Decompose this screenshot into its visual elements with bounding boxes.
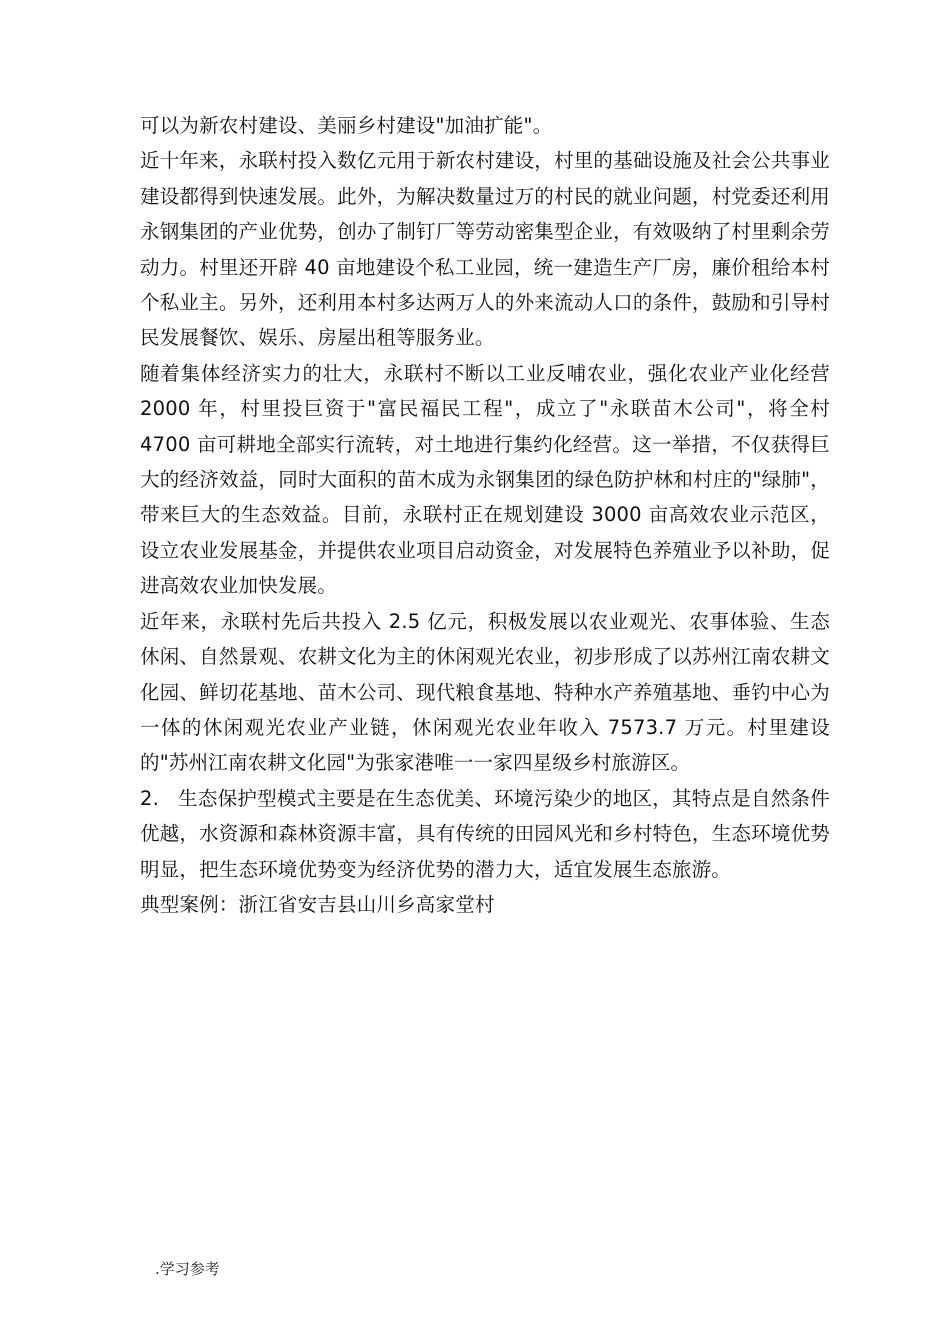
page-footer: .学习参考	[155, 1260, 220, 1278]
list-item-ecological-model	[140, 781, 830, 887]
paragraph-intro: 可以为新农村建设、美丽乡村建设"加油扩能"。	[140, 114, 553, 137]
paragraph-agriculture-industrialization: 随着集体经济实力的壮大，永联村不断以工业反哺农业，强化农业产业化经营 2000 年，村里投巨资于"富民福民工程"，成立了"永联苗木公司"，将全村 4700 亩可耕地全部实行流转，对土地进行集约化经营。这一举措，不仅获得巨大的经济效益，同时大面积的苗木成为永钢集团的绿色防护林和村庄的"绿肺"，带来巨大的生态效益。目前，永联村正在规划建设 3000 亩高效农业示范区，设立农业发展基金，并提供农业项目启动资金，对发展特色养殖业予以补助，促进高效农业加快发展。	[140, 361, 830, 598]
list-item-number: 2.	[140, 786, 160, 810]
paragraph-leisure-agriculture: 近年来，永联村先后共投入 2.5 亿元，积极发展以农业观光、农事体验、生态休闲、自然景观、农耕文化为主的休闲观光农业，初步形成了以苏州江南农耕文化园、鲜切花基地、苗木公司、现代粮食基地、特种水产养殖基地、垂钓中心为一体的休闲观光农业产业链，休闲观光农业年收入 7573.7 万元。村里建设的"苏州江南农耕文化园"为张家港唯一一家四星级乡村旅游区。	[140, 609, 830, 775]
document-body	[140, 108, 830, 922]
typical-case-line: 典型案例：浙江省安吉县山川乡高家堂村	[140, 892, 495, 916]
list-item-text: 生态保护型模式主要是在生态优美、环境污染少的地区，其特点是自然条件优越，水资源和森林资源丰富，具有传统的田园风光和乡村特色，生态环境优势明显，把生态环境优势变为经济优势的潜力大，适宜发展生态旅游。	[140, 786, 830, 881]
paragraph-new-rural-construction: 近十年来，永联村投入数亿元用于新农村建设，村里的基础设施及社会公共事业建设都得到快速发展。此外，为解决数量过万的村民的就业问题，村党委还利用永钢集团的产业优势，创办了制钉厂等劳动密集型企业，有效吸纳了村里剩余劳动力。村里还开辟 40 亩地建设个私工业园，统一建造生产厂房，廉价租给本村个私业主。另外，还利用本村多达两万人的外来流动人口的条件，鼓励和引导村民发展餐饮、娱乐、房屋出租等服务业。	[140, 149, 830, 350]
